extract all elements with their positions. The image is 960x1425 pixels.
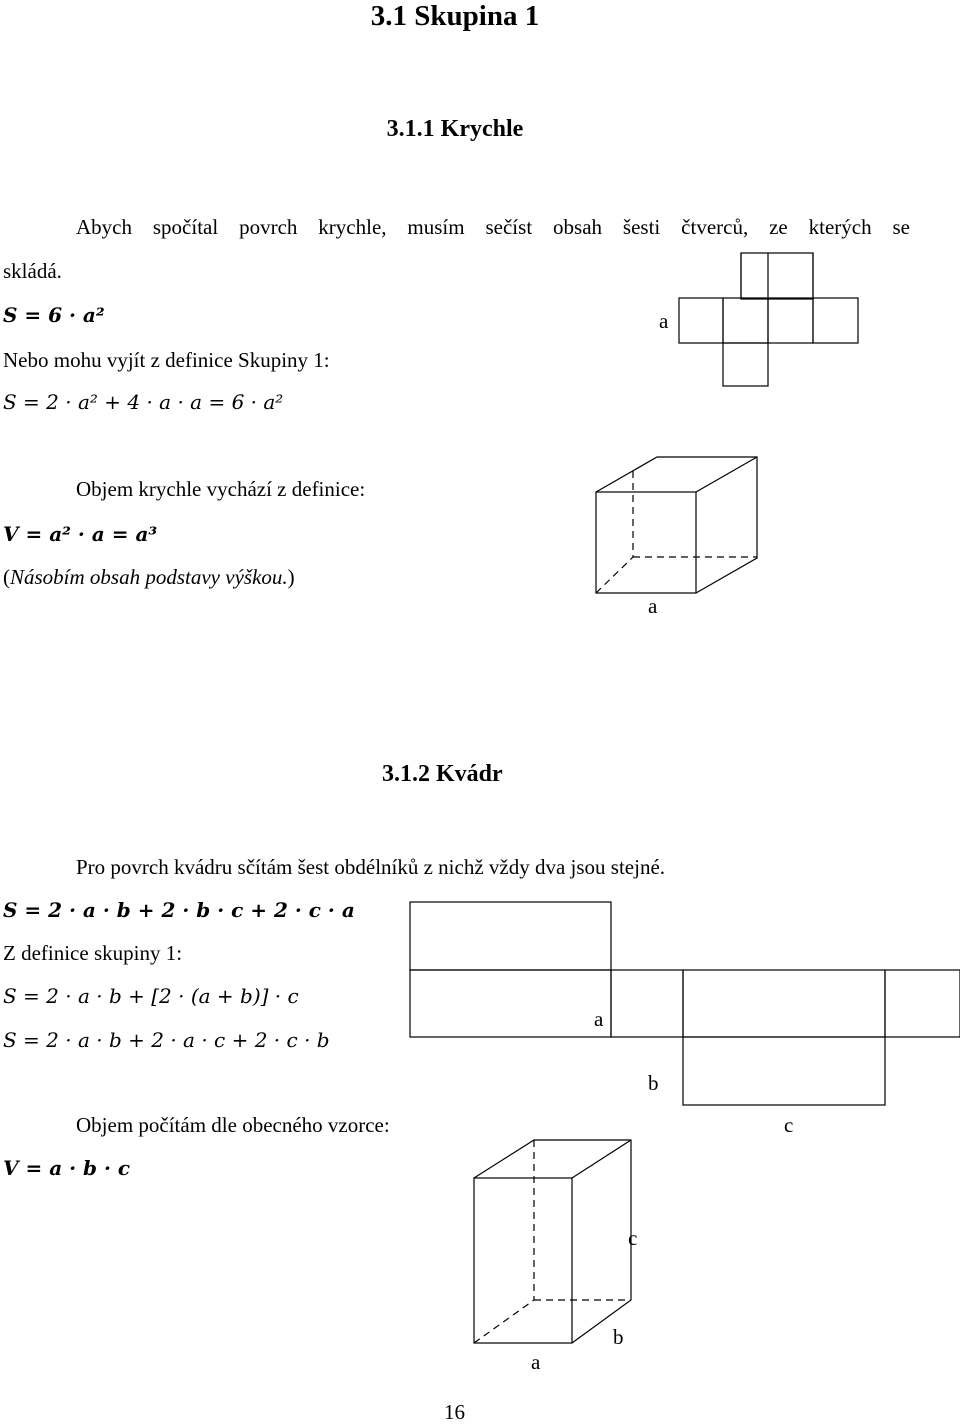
- cuboid-surface-formula-alt1: S = 2 · a · b + [2 · (a + b)] · c: [3, 984, 299, 1008]
- cube-surface-formula: S = 6 · a²: [3, 303, 105, 327]
- cube-solid-label-a: a: [648, 594, 658, 618]
- cuboid-volume-formula: V = a · b · c: [3, 1156, 131, 1180]
- cube-intro-line2: skládá.: [3, 259, 62, 283]
- cuboid-solid-label-a: a: [531, 1350, 541, 1374]
- cube-alternative-text: Nebo mohu vyjít z definice Skupiny 1:: [3, 348, 330, 372]
- section-heading: 3.1 Skupina 1: [370, 0, 540, 32]
- cuboid-net: [410, 902, 960, 1105]
- cuboid-solid-label-c: c: [628, 1226, 638, 1250]
- cube-volume-note-full: ): [287, 565, 295, 589]
- cuboid-intro: Pro povrch kvádru sčítám šest obdélníků z nichž vždy dva jsou stejné.: [76, 855, 666, 879]
- cube-surface-formula-alt: S = 2 · a² + 4 · a · a = 6 · a²: [3, 390, 284, 414]
- cuboid-surface-formula-alt2: S = 2 · a · b + 2 · a · c + 2 · c · b: [3, 1028, 330, 1052]
- cuboid-net-label-a: a: [594, 1007, 604, 1031]
- subsection-heading-cube: 3.1.1 Krychle: [386, 116, 524, 142]
- cube-net-label-a: a: [659, 309, 669, 333]
- cube-volume-text: Objem krychle vychází z definice:: [76, 477, 366, 501]
- cuboid-net-label-c: c: [784, 1113, 794, 1137]
- cube-intro-line1: Abych spočítal povrch krychle, musím sečíst obsah šesti čtverců, ze kterých se: [76, 215, 910, 239]
- cuboid-volume-text: Objem počítám dle obecného vzorce:: [76, 1113, 390, 1137]
- cuboid-net-label-b: b: [648, 1071, 659, 1095]
- cube-volume-formula: V = a² · a = a³: [3, 522, 158, 546]
- cube-volume-note: (Násobím obsah podstavy výškou.): [3, 565, 295, 589]
- cube-volume-note-text: Násobím obsah podstavy výškou.: [10, 565, 288, 589]
- cuboid-solid-label-b: b: [613, 1325, 624, 1349]
- cube-solid: [596, 457, 757, 593]
- cuboid-surface-formula: S = 2 · a · b + 2 · b · c + 2 · c · a: [3, 898, 355, 922]
- cuboid-solid: [474, 1140, 631, 1343]
- cube-net: [679, 253, 858, 386]
- subsection-heading-cuboid: 3.1.2 Kvádr: [382, 761, 503, 787]
- cuboid-definition-text: Z definice skupiny 1:: [3, 941, 183, 965]
- page-number: 16: [444, 1400, 465, 1424]
